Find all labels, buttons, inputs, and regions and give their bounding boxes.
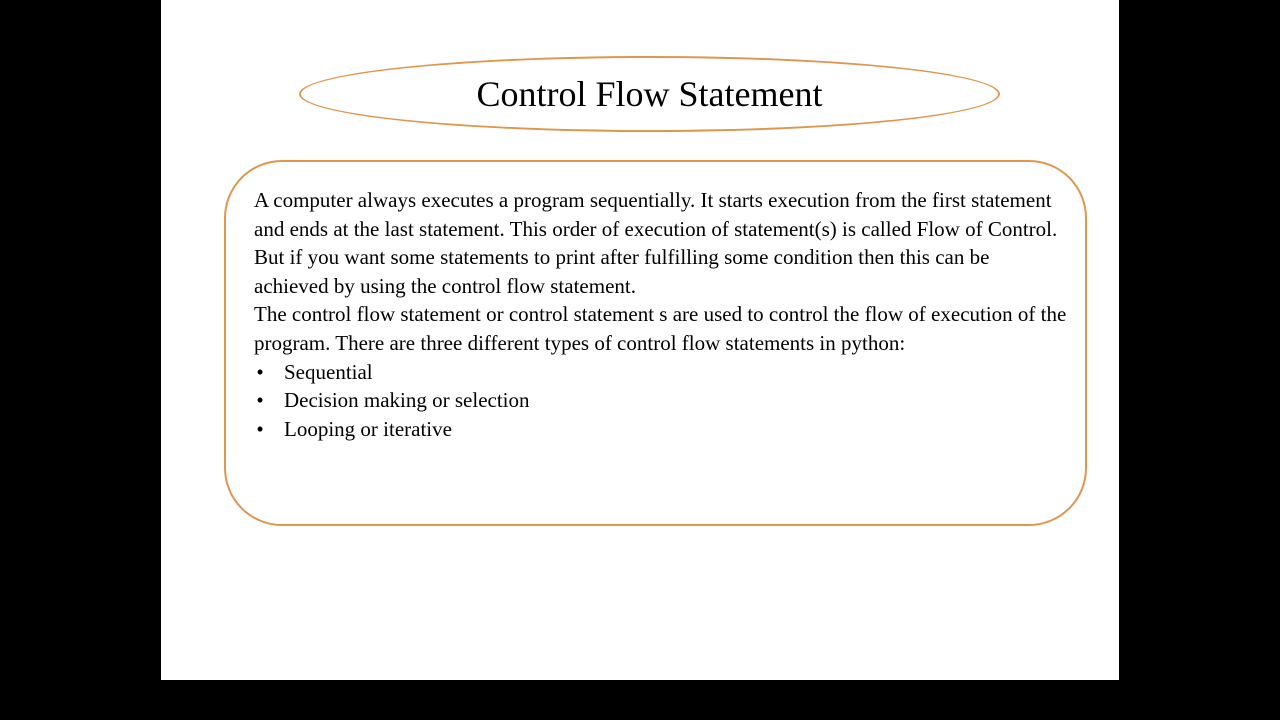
paragraph-control-statements: The control flow statement or control statement s are used to control the flow of execution of the program. There are three different types of control flow statements in python:: [254, 302, 1067, 355]
content-text: [254, 186, 1069, 443]
paragraph-flow-of-control: A computer always executes a program sequentially. It starts execution from the first statement and ends at the last statement. This order of execution of statement(s) is called Flow of Control. But if you want some statements to print after fulfilling some condition then this can be achieved by using the control flow statement.: [254, 188, 1058, 298]
title-ellipse: [299, 56, 1000, 132]
list-item: [254, 358, 1069, 387]
list-item: [254, 415, 1069, 444]
list-item-label: Sequential: [284, 359, 373, 384]
content-box: [224, 160, 1087, 526]
bullet-icon: •: [256, 388, 264, 413]
list-item-label: Looping or iterative: [284, 416, 452, 441]
slide-title: Control Flow Statement: [476, 74, 823, 114]
control-flow-types-list: [254, 358, 1069, 444]
slide: [161, 0, 1119, 680]
list-item-label: Decision making or selection: [284, 388, 530, 413]
bullet-icon: •: [256, 416, 264, 441]
list-item: [254, 386, 1069, 415]
bullet-icon: •: [256, 359, 264, 384]
